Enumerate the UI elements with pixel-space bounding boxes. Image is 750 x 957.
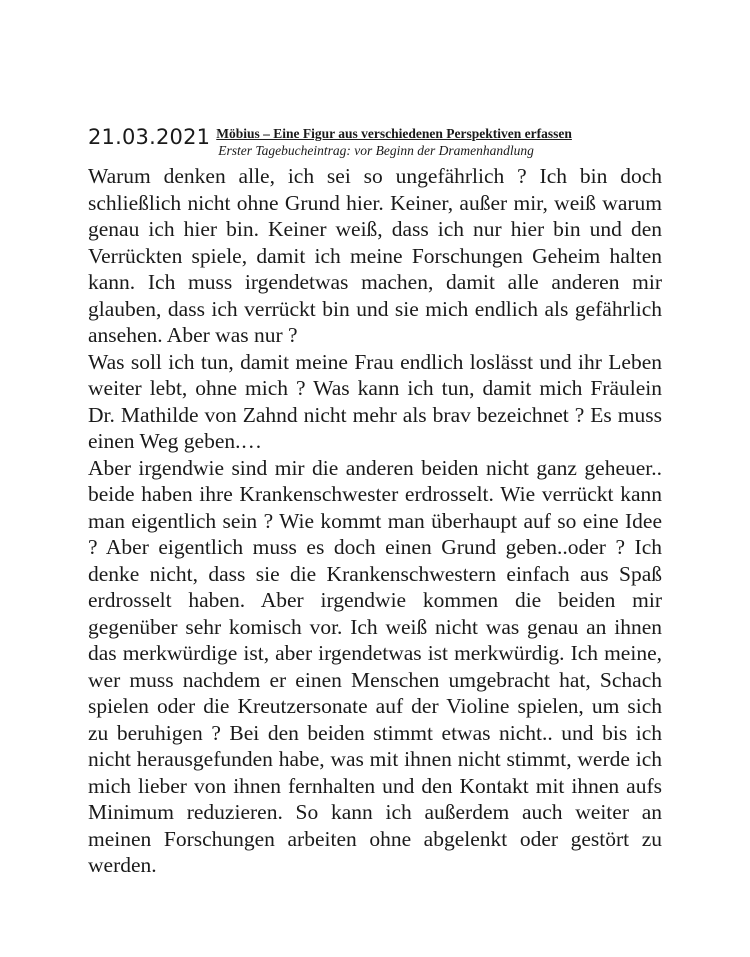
- diary-body: [88, 163, 662, 879]
- paragraph-3: Aber irgendwie sind mir die anderen beiden nicht ganz geheuer.. beide haben ihre Krankenschwester erdrosselt. Wie verrückt kann man eigentlich sein ? Wie kommt man überhaupt auf so eine Idee ? Aber eigentlich muss es doch einen Grund geben..oder ? Ich denke nicht, dass sie die Krankenschwestern einfach aus Spaß erdrosselt haben. Aber irgendwie kommen die beiden mir gegenüber sehr komisch vor. Ich weiß nicht was genau an ihnen das merkwürdige ist, aber irgendetwas ist merkwürdig. Ich meine, wer muss nachdem er einen Menschen umgebracht hat, Schach spielen oder die Kreutzersonate auf der Violine spielen, um sich zu beruhigen ? Bei den beiden stimmt etwas nicht.. und bis ich nicht herausgefunden habe, was mit ihnen nicht stimmt, werde ich mich lieber von ihnen fernhalten und den Kontakt mit ihnen aufs Minimum reduzieren. So kann ich außerdem auch weiter an meinen Forschungen arbeiten ohne abgelenkt oder gestört zu werden.: [88, 455, 662, 877]
- entry-date: 21.03.2021: [88, 125, 211, 149]
- entry-titles: [216, 126, 572, 159]
- document-title: Möbius – Eine Figur aus verschiedenen Perspektiven erfassen: [216, 126, 572, 141]
- entry-header: [88, 124, 572, 159]
- document-subtitle: Erster Tagebucheintrag: vor Beginn der Dramenhandlung: [218, 143, 534, 158]
- paragraph-1: Warum denken alle, ich sei so ungefährlich ? Ich bin doch schließlich nicht ohne Grund hier. Keiner, außer mir, weiß warum genau ich hier bin. Keiner weiß, dass ich nur hier bin und den Verrückten spiele, damit ich meine Forschungen Geheim halten kann. Ich muss irgendetwas machen, damit alle anderen mir glauben, dass ich verrückt bin und sie mich endlich als gefährlich ansehen. Aber was nur ?: [88, 164, 662, 347]
- paragraph-2: Was soll ich tun, damit meine Frau endlich loslässt und ihr Leben weiter lebt, ohne mich ? Was kann ich tun, damit mich Fräulein Dr. Mathilde von Zahnd nicht mehr als brav bezeichnet ? Es muss einen Weg geben.…: [88, 349, 662, 453]
